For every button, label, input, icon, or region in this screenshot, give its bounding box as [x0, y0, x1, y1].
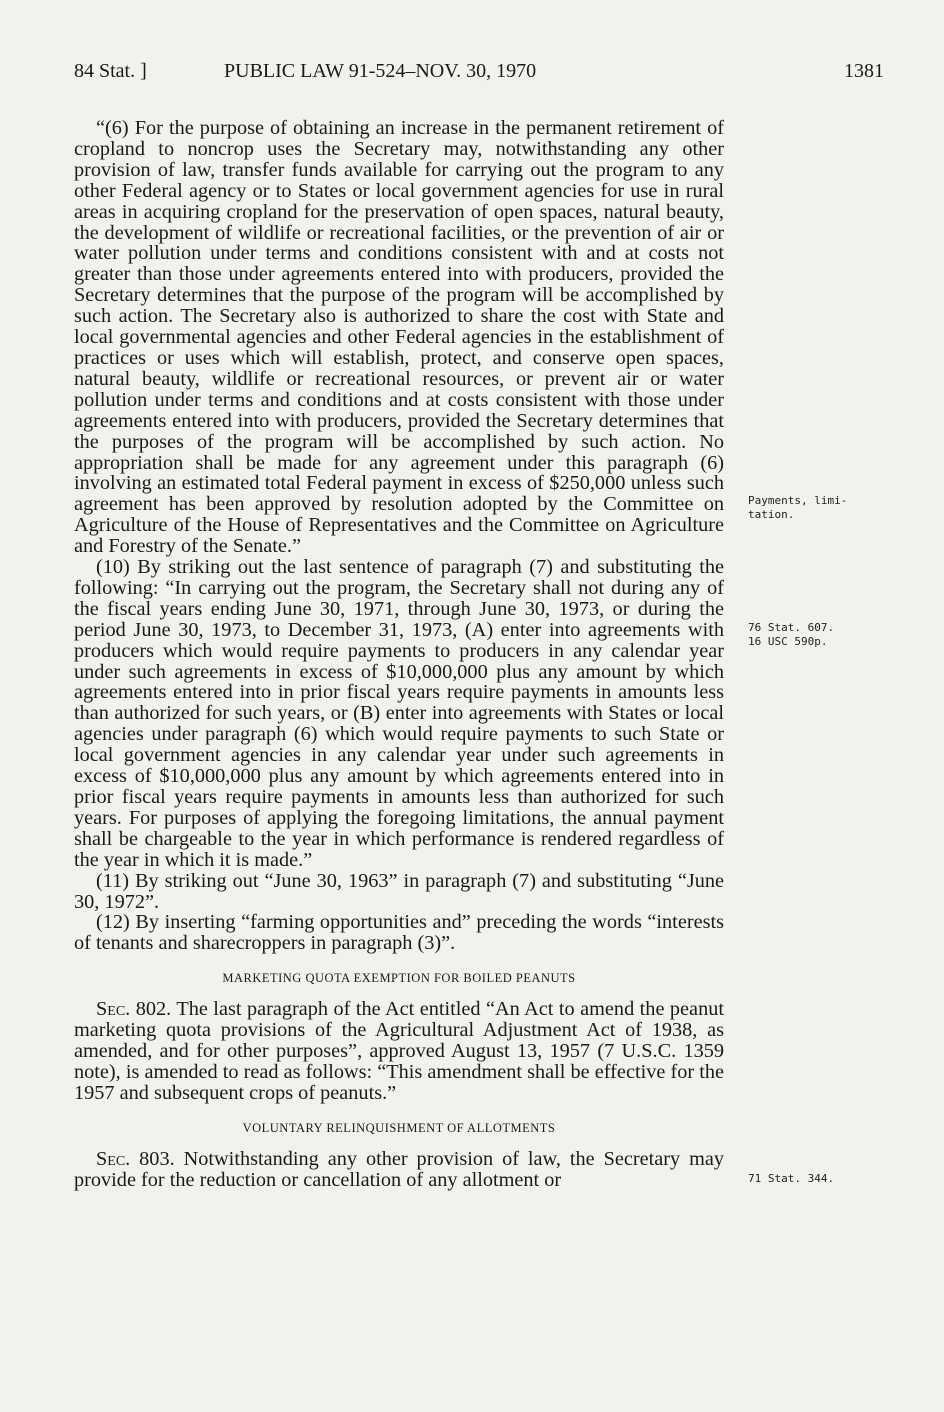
- margin-note-stat-344-line: 71 Stat. 344.: [748, 1172, 835, 1185]
- statute-volume: 84 Stat. ]: [74, 60, 147, 82]
- paragraph-10: (10) By striking out the last sentence of paragraph (7) and substituting the following: “In carrying out the program, the Secretary shall not during any of the fiscal years ending June 30, 1971, through June 30, 1973, or during the period June 30, 1973, to December 31, 1973, (A) enter into agreements with producers which would require payments to producers in any calendar year under such agreements in excess of $10,000,000 plus any amount by which agreements entered into in prior fiscal years require payments in amounts less than authorized for such years, or (B) enter into agreements with States or local agencies under paragraph (6) which would require payments to such State or local government agencies in any calendar year under such agreements in excess of $10,000,000 plus any amount by which agreements entered into in prior fiscal years require payments in amounts less than authorized for such years. For purposes of applying the foregoing limitations, the annual payment shall be chargeable to the year in which performance is rendered regardless of the year in which it is made.”: [74, 556, 724, 871]
- section-802-label: Sec. 802.: [96, 998, 172, 1021]
- margin-note-payments-line1: Payments, limi-: [748, 494, 848, 507]
- margin-note-payments: [748, 494, 888, 522]
- page-header: [74, 60, 884, 92]
- body-text: [74, 118, 724, 1190]
- margin-note-payments-line2: tation.: [748, 508, 795, 521]
- paragraph-11: (11) By striking out “June 30, 1963” in paragraph (7) and substituting “June 30, 1972”.: [74, 869, 724, 913]
- margin-note-stat-607-line2: 16 USC 590p.: [748, 635, 828, 648]
- section-803-text: [74, 1149, 724, 1191]
- page-number: 1381: [844, 60, 884, 82]
- running-title: PUBLIC LAW 91-524–NOV. 30, 1970: [224, 60, 537, 82]
- section-802-body: The last paragraph of the Act entitled “An Act to amend the peanut marketing quota provisions of the Agricultural Adjustment Act of 1938, as amended, and for other purposes”, approved August 13, 1957 (7 U.S.C. 1359 note), is amended to read as follows: “This amendment shall be effective for the 1957 and subsequent crops of peanuts.”: [74, 998, 724, 1104]
- margin-note-stat-607: [748, 621, 888, 649]
- section-802-text: [74, 999, 724, 1104]
- section-803-body: Notwithstanding any other provision of law, the Secretary may provide for the reduction or cancellation of any allotment or: [74, 1147, 724, 1191]
- paragraph-6: “(6) For the purpose of obtaining an increase in the permanent retirement of cropland to noncrop uses the Secretary may, notwithstanding any other provision of law, transfer funds available for carrying out the program to any other Federal agency or to States or local government agencies for use in rural areas in acquiring cropland for the preservation of open spaces, natural beauty, the development of wildlife or recreational facilities, or the prevention of air or water pollution under terms and conditions consistent with and at costs not greater than those under agreements entered into with producers, provided the Secretary determines that the purpose of the program will be accomplished by such action. The Secretary also is authorized to share the cost with State and local governmental agencies and other Federal agencies in the establishment of practices or uses which will establish, protect, and conserve open spaces, natural beauty, wildlife or recreational resources, or prevent air or water pollution under terms and conditions and at costs consistent with those under agreements entered into with producers, provided the Secretary determines that the purposes of the program will be accomplished by such action. No appropriation shall be made for any agreement under this paragraph (6) involving an estimated total Federal payment in excess of $250,000 unless such agreement has been approved by resolution adopted by the Committee on Agriculture of the House of Representatives and the Committee on Agriculture and Forestry of the Senate.”: [74, 117, 724, 558]
- section-802-heading: MARKETING QUOTA EXEMPTION FOR BOILED PEANUTS: [222, 971, 576, 986]
- margin-note-stat-344: [748, 1172, 888, 1186]
- paragraph-12: (12) By inserting “farming opportunities and” preceding the words “interests of tenants and sharecroppers in paragraph (3)”.: [74, 911, 724, 955]
- section-803-heading: VOLUNTARY RELINQUISHMENT OF ALLOTMENTS: [242, 1120, 556, 1135]
- section-803-label: Sec. 803.: [96, 1147, 175, 1170]
- margin-note-stat-607-line1: 76 Stat. 607.: [748, 621, 835, 634]
